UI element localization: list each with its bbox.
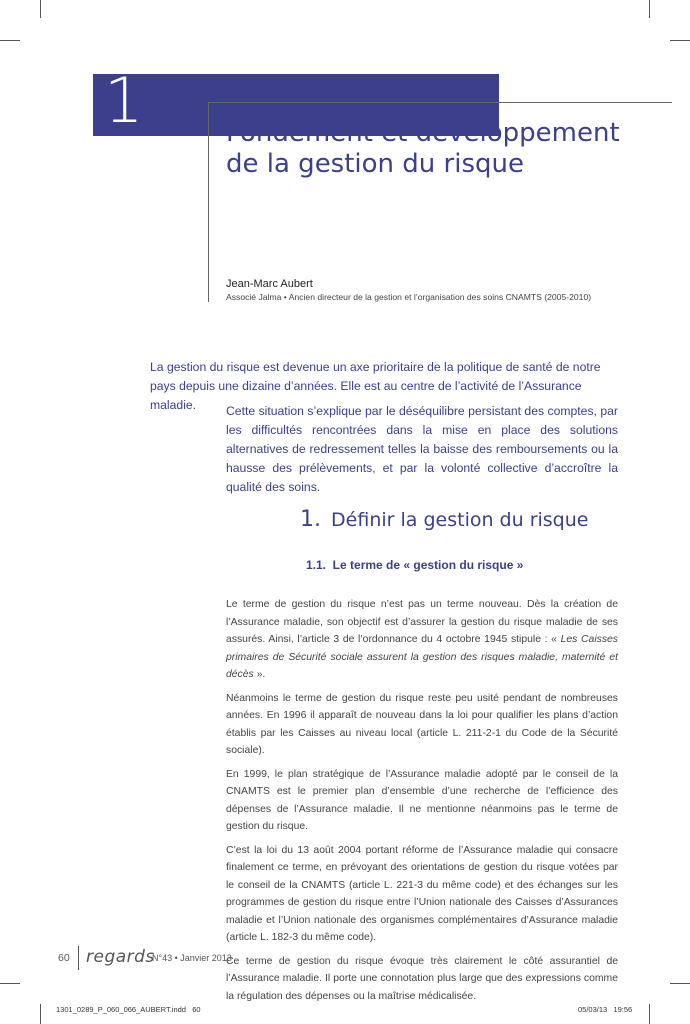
body-paragraph: En 1999, le plan stratégique de l’Assurance maladie adopté par le conseil de la CNAMTS est le premier plan d’ensemble d’une recherche de l’efficience des dépenses de l’Assurance maladie. Il ne mentionne néanmoins pas le terme de gestion du risque. bbox=[226, 768, 618, 832]
page-number: 60 bbox=[58, 952, 70, 964]
slug-datetime: 05/03/13 19:56 bbox=[578, 1005, 633, 1014]
lead-paragraph: La gestion du risque est devenue un axe prioritaire de la politique de santé de notre pays depuis une dizaine d’années. Elle est au centre de l’activité de l’Assurance maladie. bbox=[150, 360, 601, 412]
body-paragraph: C’est la loi du 13 août 2004 portant réforme de l’Assurance maladie qui consacre finalement ce terme, en prévoyant des orientations de gestion du risque votées par le conseil de la CNAMTS (article L. 221-3 du même code) et des échanges sur les programmes de gestion du risque entre l’Union nationale des Caisses d’Assurances maladie et l’Union nationale des organismes complémentaires d’Assurance maladie (article L. 182-3 du même code). bbox=[226, 844, 618, 943]
crop-mark bbox=[0, 983, 20, 984]
body-text-span: Le terme de gestion du risque n’est pas un terme nouveau. Dès la création de l’Assurance maladie, son objectif est d’assurer la gestion du risque maladie de ses assurés. Ainsi, l’article 3 de l’ordonnance du 4 octobre 1945 stipule : « bbox=[226, 599, 618, 645]
title-frame-rule bbox=[208, 102, 672, 103]
crop-mark bbox=[670, 40, 690, 41]
chapter-number: 1 bbox=[104, 64, 144, 137]
crop-mark bbox=[649, 1004, 650, 1024]
lead-paragraph: Cette situation s’explique par le déséquilibre persistant des comptes, par les difficultés rencontrées dans la mise en place des solutions alternatives de redressement telles la baisse des remboursements ou la hausse des prélèvements, et par la volonté collective d’accroître la qualité des soins. bbox=[226, 404, 618, 494]
title-frame-rule bbox=[208, 102, 209, 302]
author-name: Jean-Marc Aubert bbox=[226, 278, 313, 290]
section-heading bbox=[300, 507, 588, 532]
crop-mark bbox=[40, 1004, 41, 1024]
section-title: Définir la gestion du risque bbox=[331, 509, 589, 531]
footer-divider bbox=[78, 946, 79, 970]
body-quote: Les Caisses primaires de Sécurité sociale assurent la gestion des risques maladie, maternité et décès bbox=[226, 634, 618, 680]
author-role: Associé Jalma • Ancien directeur de la gestion et l’organisation des soins CNAMTS (2005-2010) bbox=[226, 292, 592, 302]
body-paragraph: Néanmoins le terme de gestion du risque reste peu usité pendant de nombreuses années. En 1996 il apparaît de nouveau dans la loi pour qualifier les plans d’action établis par les Caisses au niveau local (article L. 211-2-1 du Code de la Sécurité sociale). bbox=[226, 692, 618, 756]
issue-info: N°43 • Janvier 2013 bbox=[152, 953, 232, 963]
crop-mark bbox=[40, 0, 41, 18]
chapter-title-line: Fondement et développement bbox=[226, 118, 620, 148]
crop-mark bbox=[0, 40, 20, 41]
subsection-heading: 1.1. Le terme de « gestion du risque » bbox=[306, 558, 524, 572]
body-text-span: ». bbox=[253, 669, 266, 680]
slug-filename: 1301_0289_P_060_066_AUBERT.indd 60 bbox=[56, 1005, 201, 1014]
chapter-title-line: de la gestion du risque bbox=[226, 149, 524, 179]
section-number: 1. bbox=[300, 507, 321, 532]
body-paragraph bbox=[226, 596, 618, 684]
crop-mark bbox=[649, 0, 650, 18]
publication-logo: regards bbox=[86, 947, 155, 967]
body-text bbox=[226, 596, 618, 1011]
chapter-title bbox=[226, 118, 666, 180]
crop-mark bbox=[670, 983, 690, 984]
body-paragraph: Ce terme de gestion du risque évoque très clairement le côté assurantiel de l’Assurance maladie. Il porte une connotation plus large que des expressions comme la régulation des dépenses ou la maîtrise médicalisée. bbox=[226, 955, 618, 1002]
